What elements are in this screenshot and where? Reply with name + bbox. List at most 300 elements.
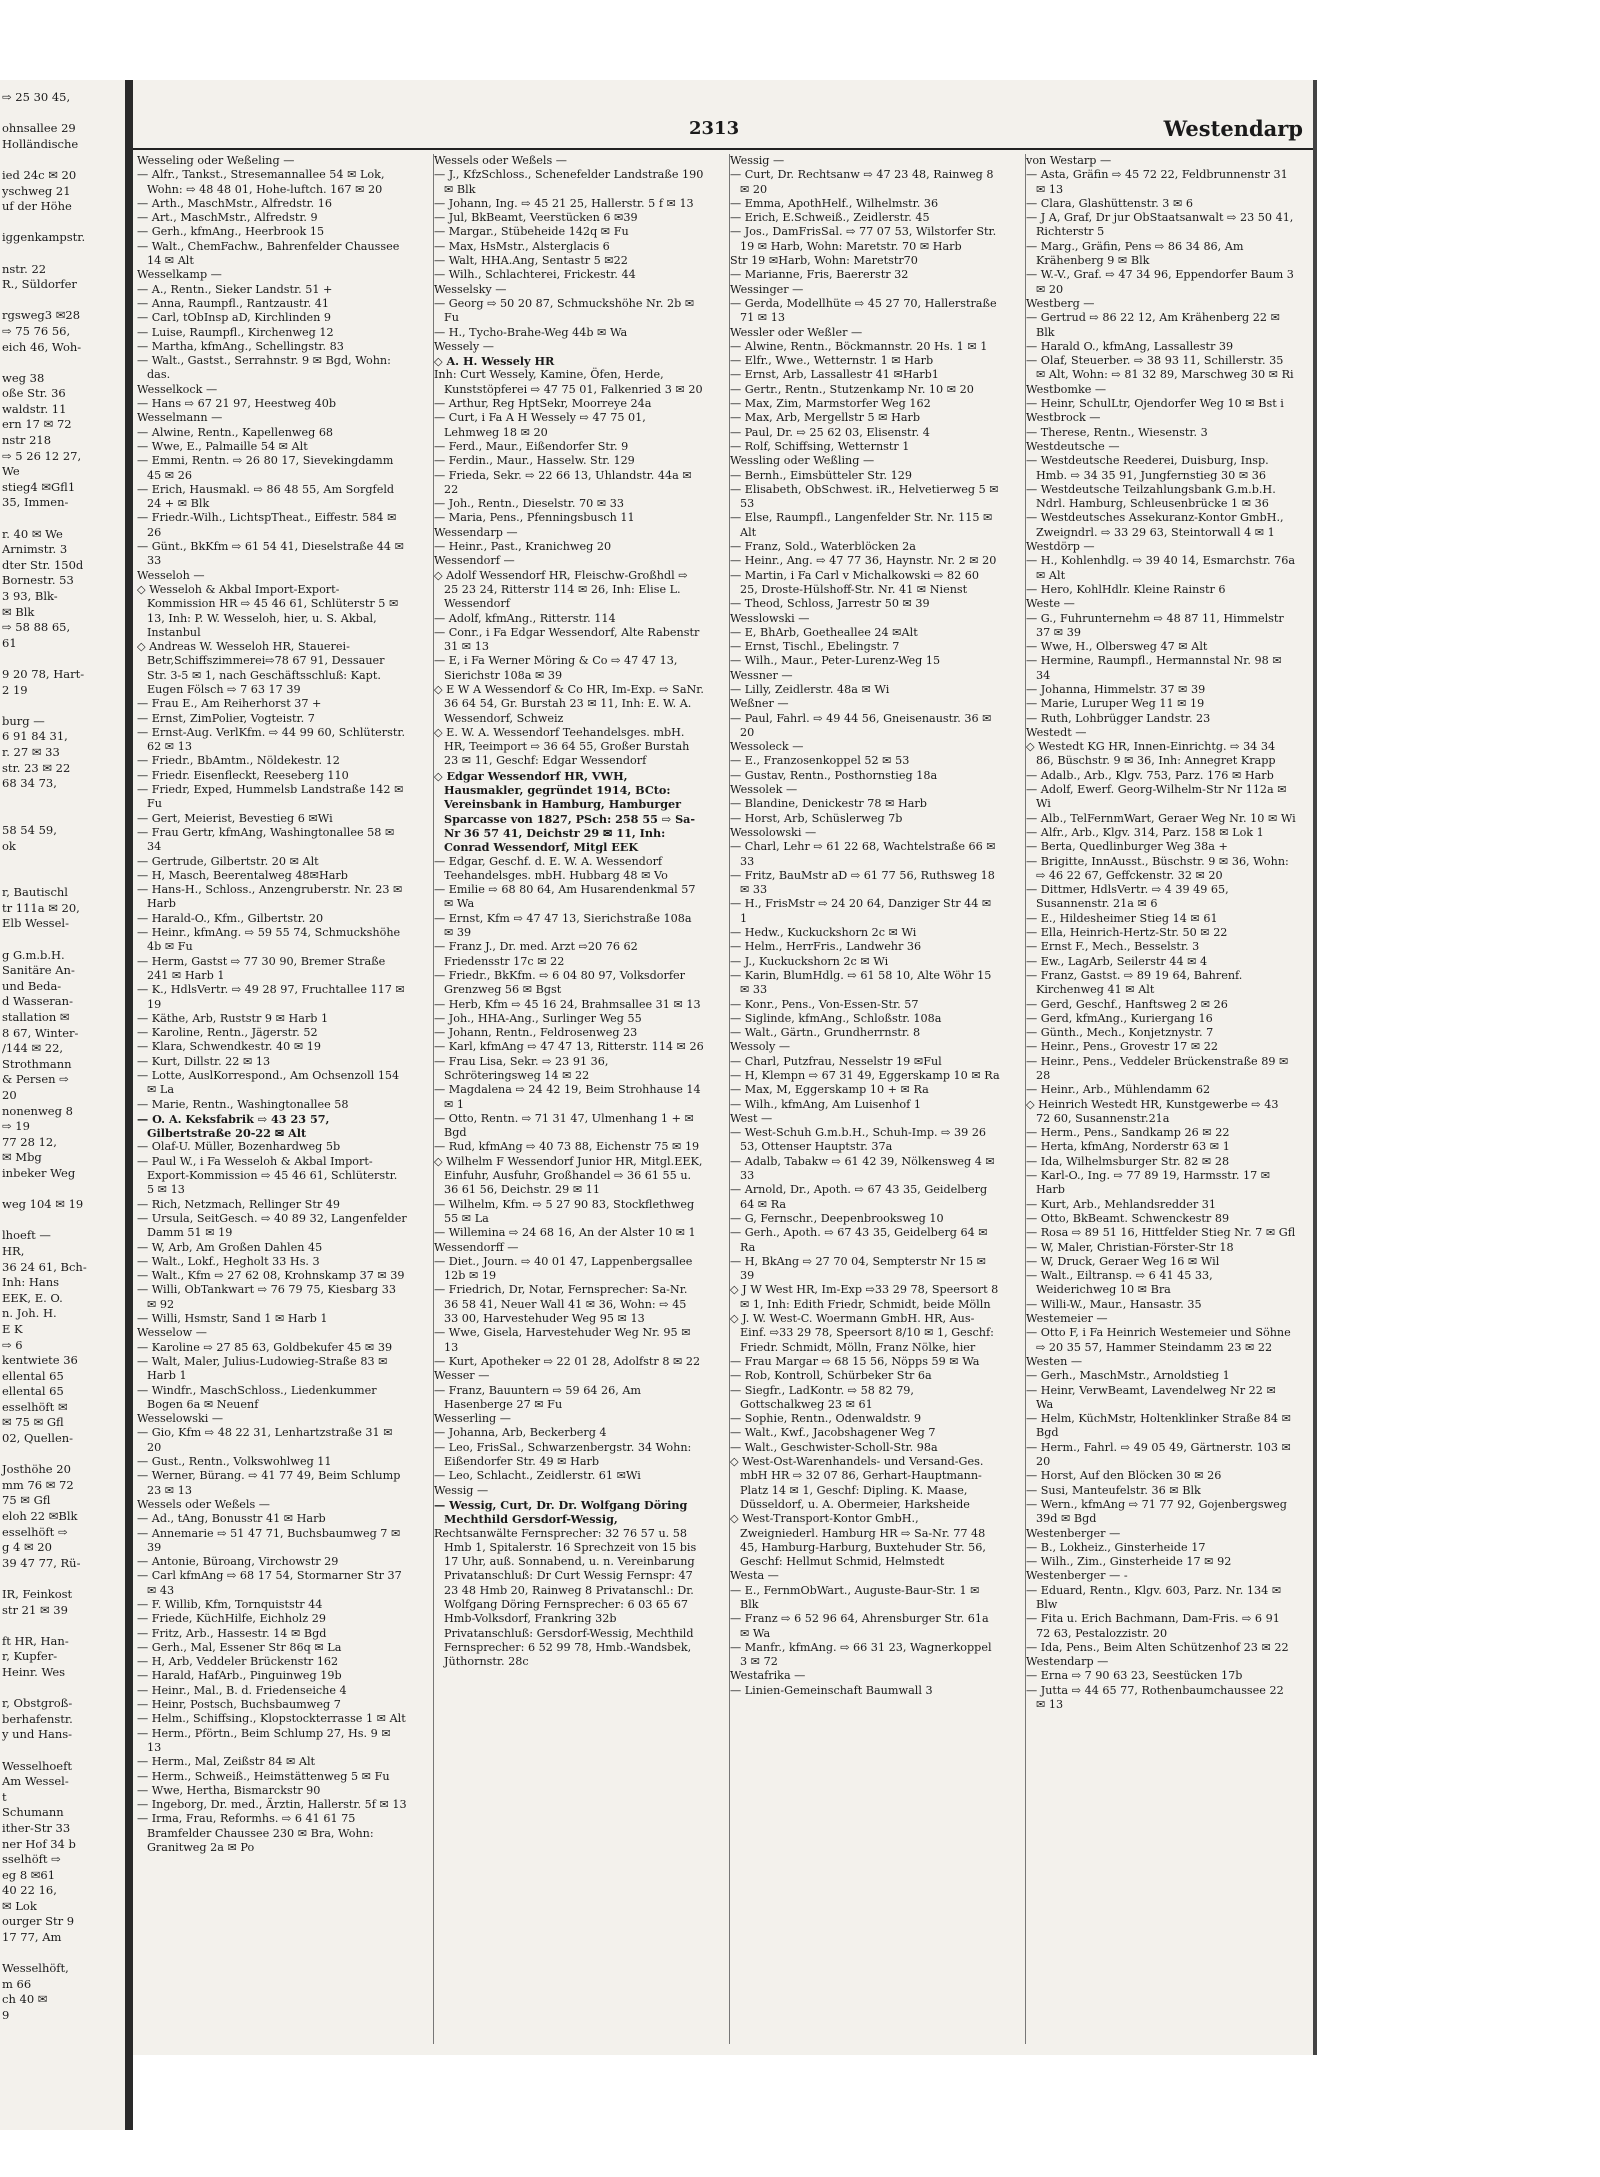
surname-heading: Wessner —	[730, 668, 793, 682]
directory-entry: — Adolf, kfmAng., Ritterstr. 114	[434, 611, 616, 625]
directory-entry: — E., Hildesheimer Stieg 14 ✉ 61	[1026, 911, 1218, 925]
directory-entry: — Arnold, Dr., Apoth. ⇨ 67 43 35, Geidelberg 64 ✉ Ra	[730, 1183, 988, 1211]
directory-entry: — Rosa ⇨ 89 51 16, Hittfelder Stieg Nr. 7 ✉ Gfl	[1026, 1226, 1296, 1240]
directory-entry: — Bernh., Eimsbütteler Str. 129	[730, 468, 912, 482]
fragment-line: uf der Höhe	[2, 199, 72, 214]
directory-entry: — Rob, Kontroll, Schürbeker Str 6a	[730, 1369, 932, 1383]
directory-entry: — Otto, Rentn. ⇨ 71 31 47, Ulmenhang 1 + ✉ Bgd	[434, 1111, 694, 1140]
directory-entry: — Johanna, Arb, Beckerberg 4	[434, 1426, 607, 1440]
directory-entry: — Rich, Netzmach, Rellinger Str 49	[137, 1197, 340, 1211]
fragment-line: ✉ 75 ✉ Gfl	[2, 1415, 64, 1430]
surname-heading: Westbomke —	[1026, 382, 1107, 396]
directory-entry: — Siegfr., LadKontr. ⇨ 58 82 79, Gottschalkweg 23 ✉ 61	[730, 1383, 914, 1411]
directory-entry: — Emmi, Rentn. ⇨ 26 80 17, Sievekingdamm 45 ✉ 26	[137, 454, 394, 482]
directory-entry: — Ad., tAng, Bonusstr 41 ✉ Harb	[137, 1512, 326, 1526]
directory-entry: ◇ J. W. West-C. Woermann GmbH. HR, Aus- Einf. ⇨33 29 78, Speersort 8/10 ✉ 1, Geschf: Friedr. Schmidt, Mölln, Franz Nölke, hier	[730, 1312, 994, 1354]
fragment-line	[2, 246, 125, 262]
directory-entry: — Jos., DamFrisSal. ⇨ 77 07 53, Wilstorfer Str. 19 ✉ Harb, Wohn: Maretstr. 70 ✉ Harb	[730, 225, 997, 253]
directory-entry: — O. A. Keksfabrik ⇨ 43 23 57, Gilbertstraße 20-22 ✉ Alt	[137, 1111, 330, 1141]
directory-entry: — Gustav, Rentn., Posthornstieg 18a	[730, 768, 938, 782]
surname-heading: Westendarp —	[1026, 1655, 1109, 1669]
directory-entry: — Martin, i Fa Carl v Michalkowski ⇨ 82 60 25, Droste-Hülshoff-Str. Nr. 41 ✉ Nienst	[730, 568, 980, 596]
fragment-line: stallation ✉	[2, 1010, 70, 1025]
directory-entry: — Ursula, SeitGesch. ⇨ 40 89 32, Langenfelder Damm 51 ✉ 19	[137, 1211, 407, 1240]
directory-entry: — Helm., Schiffsing., Klopstockterrasse 1 ✉ Alt	[137, 1712, 406, 1726]
directory-entry: — Gerh., kfmAng., Heerbrook 15	[137, 225, 325, 239]
directory-entry: — Herm., Pförtn., Beim Schlump 27, Hs. 9 ✉ 13	[137, 1726, 391, 1754]
surname-heading: Westen —	[1026, 1354, 1083, 1368]
directory-entry: — Gert, Meierist, Bevestieg 6 ✉Wi	[137, 811, 333, 825]
header-rule	[133, 148, 1313, 150]
directory-entry: — Walt., Geschwister-Scholl-Str. 98a	[730, 1440, 938, 1454]
directory-entry: ◇ Andreas W. Wesseloh HR, Stauerei-Betr,Schiffszimmerei⇨78 67 91, Dessauer Str. 3-5 ✉ 1, nach Geschäftsschluß: Kapt. Eugen Fölsch ⇨ 7 63 17 39	[137, 640, 385, 696]
directory-entry: — Kurt, Dillstr. 22 ✉ 13	[137, 1054, 271, 1068]
fragment-line: weg 38	[2, 370, 45, 385]
surname-heading: Westdeutsche —	[1026, 439, 1120, 453]
directory-entry: — Ella, Heinrich-Hertz-Str. 50 ✉ 22	[1026, 926, 1228, 940]
directory-entry: ◇ Wilhelm F Wessendorf Junior HR, Mitgl.EEK, Einfuhr, Ausfuhr, Großhandel ⇨ 36 61 55 u. 36 61 56, Deichstr. 29 ✉ 11	[434, 1154, 703, 1197]
directory-entry: — Horst, Auf den Blöcken 30 ✉ 26	[1026, 1469, 1222, 1483]
fragment-line	[2, 1743, 125, 1759]
directory-entry: Rechtsanwälte Fernsprecher: 32 76 57 u. 58 Hmb 1, Spitalerstr. 16 Sprechzeit von 15 bis 17 Uhr, auß. Sonnabend, u. n. Vereinbarung Privatanschluß: Dr Curt Wessig Fernspr: 47 23 48 Hmb 20, Rainweg 8 Privatanschl.: Dr. Wolfgang Döring Fernsprecher: 6 03 65 67 Hmb-Volksdorf, Frankring 32b Privatanschluß: Gersdorf-Wessig, Mechthild Fernsprecher: 6 52 99 78, Hmb.-Wandsbek, Jüthornstr. 28c	[434, 1526, 697, 1669]
directory-entry: — Walt., Gastst., Serrahnstr. 9 ✉ Bgd, Wohn: das.	[137, 354, 391, 382]
directory-entry: — J., KfzSchloss., Schenefelder Landstraße 190 ✉ Blk	[434, 168, 704, 196]
fragment-line: Am Wessel-	[2, 1774, 69, 1789]
directory-entry: — Susi, Manteufelstr. 36 ✉ Blk	[1026, 1483, 1201, 1497]
fragment-line: ✉ Lok	[2, 1898, 37, 1913]
directory-entry: — Wwe, E., Palmaille 54 ✉ Alt	[137, 439, 308, 453]
surname-heading: Wesselkock —	[137, 382, 218, 396]
directory-entry: — Leo, FrisSal., Schwarzenbergstr. 34 Wohn: Eißendorfer Str. 49 ✉ Harb	[434, 1440, 692, 1469]
surname-heading: Wesselmann —	[137, 411, 223, 425]
directory-entry: — Joh., HHA-Ang., Surlinger Weg 55	[434, 1011, 642, 1025]
surname-heading: Westa —	[730, 1569, 779, 1583]
directory-entry: — Günth., Mech., Konjetznystr. 7	[1026, 1026, 1214, 1040]
directory-entry: — Marg., Gräfin, Pens ⇨ 86 34 86, Am Krähenberg 9 ✉ Blk	[1026, 239, 1244, 268]
directory-entry: — Karin, BlumHdlg. ⇨ 61 58 10, Alte Wöhr 15 ✉ 33	[730, 968, 992, 997]
directory-entry: ◇ A. H. Wessely HR	[434, 354, 555, 369]
directory-entry: — Otto, BkBeamt. Schwenckestr 89	[1026, 1211, 1230, 1225]
directory-entry: — Max, HsMstr., Alsterglacis 6	[434, 239, 610, 253]
directory-entry: — Marie, Luruper Weg 11 ✉ 19	[1026, 697, 1205, 711]
directory-entry: — Georg ⇨ 50 20 87, Schmuckshöhe Nr. 2b ✉ Fu	[434, 296, 695, 325]
directory-entry: — Westdeutsches Assekuranz-Kontor GmbH., Zweigndrl. ⇨ 33 29 63, Steintorwall 4 ✉ 1	[1026, 511, 1284, 539]
surname-heading: Wessoly —	[730, 1040, 791, 1054]
directory-entry: — F. Willib, Kfm, Tornquiststr 44	[137, 1597, 323, 1611]
directory-entry: — Herm, Gastst ⇨ 77 30 90, Bremer Straße 241 ✉ Harb 1	[137, 954, 386, 982]
directory-entry: — Gerh., Mal, Essener Str 86q ✉ La	[137, 1640, 342, 1654]
fragment-line: nonenweg 8	[2, 1103, 73, 1118]
directory-entry: — Ferdin., Maur., Hasselw. Str. 129	[434, 454, 635, 468]
fragment-line	[2, 1571, 125, 1587]
directory-entry: — Hedw., Kuckuckshorn 2c ✉ Wi	[730, 926, 917, 940]
directory-entry: — Eduard, Rentn., Klgv. 603, Parz. Nr. 134 ✉ Blw	[1026, 1583, 1282, 1611]
fragment-line: ch 40 ✉	[2, 1992, 48, 2007]
directory-entry: — Walt., Kwf., Jacobshagener Weg 7	[730, 1426, 936, 1440]
surname-heading: Wessig —	[434, 1483, 489, 1497]
directory-entry: — Anna, Raumpfl., Rantzaustr. 41	[137, 296, 329, 310]
fragment-line: 02, Quellen-	[2, 1431, 74, 1446]
directory-entry: — Magdalena ⇨ 24 42 19, Beim Strohhause 14 ✉ 1	[434, 1083, 701, 1111]
fragment-line	[2, 854, 125, 870]
directory-entry: — Ingeborg, Dr. med., Ärztin, Hallerstr. 5f ✉ 13	[137, 1798, 407, 1812]
directory-entry: — Wessig, Curt, Dr. Dr. Wolfgang Döring Mechthild Gersdorf-Wessig,	[434, 1497, 688, 1527]
fragment-line: 9	[2, 2008, 10, 2023]
directory-entry: ◇ West-Transport-Kontor GmbH., Zweigniederl. Hamburg HR ⇨ Sa-Nr. 77 48 45, Hamburg-Harburg, Buxtehuder Str. 56, Geschf: Hellmut Schmid, Helmstedt	[730, 1512, 986, 1569]
directory-entry: — B., Lokheiz., Ginsterheide 17	[1026, 1540, 1206, 1554]
directory-entry: — Frau Gertr, kfmAng, Washingtonallee 58 ✉ 34	[137, 825, 395, 854]
column-2	[433, 154, 704, 2044]
directory-entry: — Horst, Arb, Schüslerweg 7b	[730, 811, 903, 825]
fragment-line	[2, 932, 125, 948]
directory-entry: — Frau Lisa, Sekr. ⇨ 23 91 36, Schröteringsweg 14 ✉ 22	[434, 1054, 609, 1082]
directory-entry: — Max, Zim, Marmstorfer Weg 162	[730, 397, 931, 411]
page-edge	[1313, 80, 1317, 2055]
directory-entry: — Franz J., Dr. med. Arzt ⇨20 76 62 Friedensstr 17c ✉ 22	[434, 940, 638, 968]
surname-heading: Westdörp —	[1026, 540, 1095, 554]
directory-entry: — Friede, KüchHilfe, Eichholz 29	[137, 1612, 326, 1626]
directory-entry: — Lotte, AuslKorrespond., Am Ochsenzoll 154 ✉ La	[137, 1069, 400, 1097]
fragment-line: ✉ Mbg	[2, 1150, 42, 1165]
fragment-line: nstr. 22	[2, 261, 47, 276]
directory-entry: — Gerh., Apoth. ⇨ 67 43 35, Geidelberg 64 ✉ Ra	[730, 1226, 988, 1254]
directory-entry: — Gust., Rentn., Volkswohlweg 11	[137, 1455, 332, 1469]
directory-entry: — Johann, Rentn., Feldrosenweg 23	[434, 1026, 638, 1040]
surname-heading: Wessler oder Weßler —	[730, 325, 863, 339]
directory-entry: — W, Arb, Am Großen Dahlen 45	[137, 1240, 323, 1254]
directory-entry: — Edgar, Geschf. d. E. W. A. Wessendorf Teehandelsges. mbH. Hubbarg 48 ✉ Vo	[434, 854, 668, 882]
surname-heading: Wessendorf —	[434, 554, 515, 568]
directory-entry: — Heinr., Mal., B. d. Friedenseiche 4	[137, 1683, 347, 1697]
surname-heading: Wessendarp —	[434, 525, 518, 539]
fragment-line: & Persen ⇨	[2, 1072, 69, 1087]
directory-entry: — Ew., LagArb, Seilerstr 44 ✉ 4	[1026, 954, 1208, 968]
directory-entry: — Max, M, Eggerskamp 10 + ✉ Ra	[730, 1083, 929, 1097]
directory-entry: — Carl kfmAng ⇨ 68 17 54, Stormarner Str 37 ✉ 43	[137, 1569, 402, 1597]
fragment-line: 58 54 59,	[2, 822, 57, 837]
directory-entry: — Emilie ⇨ 68 80 64, Am Husarendenkmal 57 ✉ Wa	[434, 883, 696, 911]
fragment-line: iggenkampstr.	[2, 230, 86, 245]
fragment-line: g 4 ✉ 20	[2, 1540, 52, 1555]
directory-entry: — Art., MaschMstr., Alfredstr. 9	[137, 211, 318, 225]
directory-entry: — Wwe, H., Olbersweg 47 ✉ Alt	[1026, 640, 1208, 654]
fragment-line: n. Joh. H.	[2, 1306, 57, 1321]
fragment-line: 68 34 73,	[2, 776, 57, 791]
directory-entry: — Max, Arb, Mergellstr 5 ✉ Harb	[730, 411, 921, 425]
fragment-line: Bornestr. 53	[2, 573, 74, 588]
fragment-line: IR, Feinkost	[2, 1587, 73, 1601]
directory-entry: — Franz, Gastst. ⇨ 89 19 64, Bahrenf. Kirchenweg 41 ✉ Alt	[1026, 968, 1243, 997]
fragment-line: r, Kupfer-	[2, 1649, 58, 1664]
directory-entry: — Werner, Bürang. ⇨ 41 77 49, Beim Schlump 23 ✉ 13	[137, 1469, 401, 1497]
fragment-line: 17 77, Am	[2, 1930, 62, 1945]
fragment-line: ied 24c ✉ 20	[2, 167, 77, 182]
fragment-line: t	[2, 1789, 7, 1804]
directory-entry: — Heinr., Arb., Mühlendamm 62	[1026, 1083, 1211, 1097]
directory-entry: — Alfr., Tankst., Stresemannallee 54 ✉ Lok, Wohn: ⇨ 48 48 01, Hohe-luftch. 167 ✉ 20	[137, 168, 385, 196]
directory-entry: — Ernst, Kfm ⇨ 47 47 13, Sierichstraße 108a ✉ 39	[434, 911, 692, 940]
directory-entry: — Luise, Raumpfl., Kirchenweg 12	[137, 325, 334, 339]
fragment-line: Elb Wessel-	[2, 916, 69, 931]
directory-entry: — H, Arb, Veddeler Brückenstr 162	[137, 1655, 339, 1669]
directory-entry: — Käthe, Arb, Ruststr 9 ✉ Harb 1	[137, 1011, 329, 1025]
fragment-line: ok	[2, 838, 16, 853]
directory-entry: — Fritz, Arb., Hassestr. 14 ✉ Bgd	[137, 1626, 327, 1640]
directory-entry: — E, BhArb, Goetheallee 24 ✉Alt	[730, 625, 918, 639]
directory-entry: — H., Tycho-Brahe-Weg 44b ✉ Wa	[434, 325, 628, 339]
directory-entry: — Alwine, Rentn., Böckmannstr. 20 Hs. 1 ✉ 1	[730, 339, 988, 353]
fragment-line: esselhöft ⇨	[2, 1524, 68, 1539]
directory-entry: — Willemina ⇨ 24 68 16, An der Alster 10 ✉ 1	[434, 1226, 696, 1240]
surname-heading: Wesselow —	[137, 1326, 207, 1340]
directory-entry: — Ernst-Aug. VerlKfm. ⇨ 44 99 60, Schlüterstr. 62 ✉ 13	[137, 725, 406, 754]
fragment-line: ⇨ 25 30 45,	[2, 90, 71, 104]
directory-entry: — Wwe, Hertha, Bismarckstr 90	[137, 1783, 321, 1797]
directory-entry: — Sophie, Rentn., Odenwaldstr. 9	[730, 1412, 922, 1426]
directory-entry: — Wilh., Zim., Ginsterheide 17 ✉ 92	[1026, 1555, 1232, 1569]
directory-entry: — Friedrich, Dr, Notar, Fernsprecher: Sa-Nr. 36 58 41, Neuer Wall 41 ✉ 36, Wohn: ⇨ 45 33 00, Harvestehuder Weg 95 ✉ 13	[434, 1283, 688, 1326]
directory-entry: — Walt., Kfm ⇨ 27 62 08, Krohnskamp 37 ✉ 39	[137, 1269, 405, 1283]
surname-heading: Wesseloh —	[137, 568, 205, 582]
directory-entry: — Antonie, Büroang, Virchowstr 29	[137, 1555, 339, 1569]
fragment-line	[2, 651, 125, 667]
directory-entry: — Johann, Ing. ⇨ 45 21 25, Hallerstr. 5 f ✉ 13	[434, 196, 694, 210]
directory-entry: — Walt, HHA.Ang, Sentastr 5 ✉22	[434, 254, 628, 268]
directory-entry: — Wwe, Gisela, Harvestehuder Weg Nr. 95 ✉ 13	[434, 1326, 691, 1354]
directory-entry: — Herta, kfmAng, Norderstr 63 ✉ 1	[1026, 1140, 1230, 1154]
directory-entry: — Annemarie ⇨ 51 47 71, Buchsbaumweg 7 ✉ 39	[137, 1526, 401, 1554]
column-4	[1025, 154, 1296, 2044]
directory-entry: — Ernst F., Mech., Besselstr. 3	[1026, 940, 1200, 954]
fragment-line: ⇨ 6	[2, 1337, 23, 1352]
directory-entry: — W.-V., Graf. ⇨ 47 34 96, Eppendorfer Baum 3 ✉ 20	[1026, 268, 1294, 296]
fragment-line: str 21 ✉ 39	[2, 1602, 68, 1617]
fragment-line: 40 22 16,	[2, 1883, 57, 1898]
fragment-line	[2, 1946, 125, 1962]
fragment-line: ⇨ 19	[2, 1119, 30, 1134]
directory-entry: — Heinr., kfmAng. ⇨ 59 55 74, Schmuckshöhe 4b ✉ Fu	[137, 926, 401, 954]
directory-entry: — Otto F, i Fa Heinrich Westemeier und Söhne ⇨ 20 35 57, Hammer Steindamm 23 ✉ 22	[1026, 1326, 1291, 1354]
fragment-line	[2, 355, 125, 371]
directory-entry: — Walt, Maler, Julius-Ludowieg-Straße 83 ✉ Harb 1	[137, 1354, 388, 1383]
fragment-line	[2, 152, 125, 168]
directory-entry: — Ernst, Arb, Lassallestr 41 ✉Harb1	[730, 368, 939, 382]
directory-entry: — Maria, Pens., Pfenningsbusch 11	[434, 511, 635, 525]
fragment-line: 35, Immen-	[2, 495, 69, 510]
surname-heading: Westberg —	[1026, 296, 1095, 310]
directory-entry: — Friedr., BbAmtm., Nöldekestr. 12	[137, 754, 340, 768]
fragment-line	[2, 698, 125, 714]
directory-entry: ◇ Wesseloh & Akbal Import-Export-Kommission HR ⇨ 45 46 61, Schlüterstr 5 ✉ 13, Inh: P. W. Wesseloh, hier, u. S. Akbal, Instanbul	[137, 582, 399, 639]
fragment-line: esselhöft ✉	[2, 1399, 68, 1414]
directory-entry: — Wilh., Maur., Peter-Lurenz-Weg 15	[730, 654, 941, 668]
directory-entry: — Westdeutsche Teilzahlungsbank G.m.b.H. Ndrl. Hamburg, Schleusenbrücke 1 ✉ 36	[1026, 482, 1276, 511]
directory-entry: Str 19 ✉Harb, Wohn: Maretstr70	[730, 254, 918, 268]
directory-entry: — Karl-O., Ing. ⇨ 77 89 19, Harmsstr. 17 ✉ Harb	[1026, 1169, 1271, 1197]
directory-entry: — Günt., BkKfm ⇨ 61 54 41, Dieselstraße 44 ✉ 33	[137, 540, 404, 568]
directory-entry: — Charl, Lehr ⇨ 61 22 68, Wachtelstraße 66 ✉ 33	[730, 840, 996, 868]
page-header	[133, 118, 1313, 148]
fragment-line: dter Str. 150d	[2, 557, 84, 572]
directory-entry: — Harald, HafArb., Pinguinweg 19b	[137, 1669, 342, 1683]
fragment-line	[2, 1618, 125, 1634]
fragment-line: 77 28 12,	[2, 1134, 57, 1149]
directory-entry: — Heinr, Postsch, Buchsbaumweg 7	[137, 1698, 341, 1712]
fragment-line: y und Hans-	[2, 1727, 73, 1742]
fragment-line: 8 67, Winter-	[2, 1025, 79, 1040]
directory-entry: — Johanna, Himmelstr. 37 ✉ 39	[1026, 682, 1206, 696]
directory-entry: — Helm., HerrFris., Landwehr 36	[730, 940, 922, 954]
surname-heading: Wessely —	[434, 339, 494, 353]
directory-entry: — H, Masch, Beerentalweg 48✉Harb	[137, 868, 348, 882]
directory-entry: — Gertrude, Gilbertstr. 20 ✉ Alt	[137, 854, 319, 868]
surname-heading: Wessels oder Weßels —	[137, 1497, 270, 1511]
fragment-line: berhafenstr.	[2, 1711, 73, 1726]
fragment-line	[2, 215, 125, 231]
fragment-line	[2, 1213, 125, 1229]
surname-heading: Wessig —	[730, 154, 785, 167]
surname-heading: Wessinger —	[730, 282, 804, 296]
surname-heading: Wessendorff —	[434, 1240, 519, 1254]
fragment-line: 2 19	[2, 682, 28, 697]
directory-entry: — A., Rentn., Sieker Landstr. 51 +	[137, 282, 333, 296]
directory-entry: ◇ J W West HR, Im-Exp ⇨33 29 78, Speersort 8 ✉ 1, Inh: Edith Friedr, Schmidt, beide Mölln	[730, 1283, 999, 1311]
fragment-line: ⇨ 75 76 56,	[2, 323, 71, 338]
directory-entry: — Irma, Frau, Reformhs. ⇨ 6 41 61 75 Bramfelder Chaussee 230 ✉ Bra, Wohn: Granitweg 2a ✉ Po	[137, 1812, 374, 1855]
directory-entry: — Blandine, Denickestr 78 ✉ Harb	[730, 797, 927, 811]
fragment-line: We	[2, 464, 20, 479]
directory-entry: — Franz, Bauuntern ⇨ 59 64 26, Am Hasenberge 27 ✉ Fu	[434, 1383, 642, 1411]
directory-entry: — Gio, Kfm ⇨ 48 22 31, Lenhartzstraße 31 ✉ 20	[137, 1426, 393, 1454]
directory-entry: — Heinr., Pens., Veddeler Brückenstraße 89 ✉ 28	[1026, 1054, 1289, 1082]
directory-entry: — Konr., Pens., Von-Essen-Str. 57	[730, 997, 919, 1011]
fragment-line: stieg4 ✉Gfl1	[2, 479, 76, 494]
surname-heading: Westenberger — -	[1026, 1569, 1128, 1583]
directory-entry: — Arth., MaschMstr., Alfredstr. 16	[137, 196, 332, 210]
directory-entry: — Siglinde, kfmAng., Schloßstr. 108a	[730, 1011, 942, 1025]
fragment-line	[2, 293, 125, 309]
directory-entry: — Theod, Schloss, Jarrestr 50 ✉ 39	[730, 597, 930, 611]
directory-entry: — Leo, Schlacht., Zeidlerstr. 61 ✉Wi	[434, 1469, 641, 1483]
fragment-line: lhoeft —	[2, 1228, 51, 1243]
fragment-line: burg —	[2, 713, 45, 728]
directory-entry: — Kurt, Arb., Mehlandsredder 31	[1026, 1197, 1216, 1211]
fragment-line: E K	[2, 1321, 23, 1336]
surname-heading: Wessels oder Weßels —	[434, 154, 567, 167]
directory-entry: — W, Maler, Christian-Förster-Str 18	[1026, 1240, 1234, 1254]
fragment-line: EEK, E. O.	[2, 1290, 63, 1305]
directory-entry: — Ferd., Maur., Eißendorfer Str. 9	[434, 439, 629, 453]
fragment-line: ern 17 ✉ 72	[2, 417, 72, 432]
fragment-line: 39 47 77, Rü-	[2, 1555, 81, 1570]
directory-entry: — Ernst, ZimPolier, Vogteistr. 7	[137, 711, 315, 725]
directory-entry: — Olaf, Steuerber. ⇨ 38 93 11, Schillerstr. 35 ✉ Alt, Wohn: ⇨ 81 32 89, Marschweg 30 ✉ Ri	[1026, 354, 1294, 382]
directory-entry: — W, Druck, Geraer Weg 16 ✉ Wil	[1026, 1254, 1220, 1268]
fragment-line	[2, 1447, 125, 1463]
fragment-line	[2, 792, 125, 808]
directory-entry: — Herb, Kfm ⇨ 45 16 24, Brahmsallee 31 ✉ 13	[434, 997, 701, 1011]
fragment-line	[2, 807, 125, 823]
fragment-line	[2, 106, 125, 122]
directory-entry: — Wern., kfmAng ⇨ 71 77 92, Gojenbergsweg 39d ✉ Bgd	[1026, 1497, 1287, 1526]
surname-heading: Wesser —	[434, 1369, 490, 1383]
directory-entry: ◇ Heinrich Westedt HR, Kunstgewerbe ⇨ 43 72 60, Susannenstr.21a	[1026, 1097, 1279, 1125]
fragment-line	[2, 1182, 125, 1198]
directory-entry: — Walt., Lokf., Hegholt 33 Hs. 3	[137, 1254, 320, 1268]
directory-entry: — Curt, i Fa A H Wessely ⇨ 47 75 01, Lehmweg 18 ✉ 20	[434, 411, 646, 439]
fragment-line: 6 91 84 31,	[2, 729, 68, 744]
surname-heading: Wesserling —	[434, 1412, 511, 1426]
fragment-line: Schumann	[2, 1805, 64, 1820]
directory-entry: — Fritz, BauMstr aD ⇨ 61 77 56, Ruthsweg 18 ✉ 33	[730, 868, 995, 897]
fragment-line: sselhöft ⇨	[2, 1852, 61, 1867]
directory-entry: — Erich, Hausmakl. ⇨ 86 48 55, Am Sorgfeld 24 + ✉ Blk	[137, 482, 395, 511]
fragment-line: Inh: Hans	[2, 1275, 60, 1290]
directory-entry: ◇ Adolf Wessendorf HR, Fleischw-Großhdl ⇨ 25 23 24, Ritterstr 114 ✉ 26, Inh: Elise L. Wessendorf	[434, 568, 688, 611]
directory-entry: — Paul, Fahrl. ⇨ 49 44 56, Gneisenaustr. 36 ✉ 20	[730, 711, 992, 739]
directory-entry: — Ida, Wilhelmsburger Str. 82 ✉ 28	[1026, 1154, 1230, 1168]
directory-entry: — Franz ⇨ 6 52 96 64, Ahrensburger Str. 61a ✉ Wa	[730, 1612, 989, 1640]
fragment-line: Josthöhe 20	[2, 1462, 71, 1477]
fragment-line: nstr 218	[2, 433, 52, 448]
surname-heading: Wesselowski —	[137, 1412, 224, 1426]
directory-entry: — Alwine, Rentn., Kapellenweg 68	[137, 425, 334, 439]
fragment-line: rgsweg3 ✉28	[2, 308, 81, 323]
fragment-line: Arnimstr. 3	[2, 542, 68, 557]
fragment-line: r, Bautischl	[2, 885, 68, 900]
directory-entry: — Hans ⇨ 67 21 97, Heestweg 40b	[137, 397, 337, 411]
directory-entry: — Charl, Putzfrau, Nesselstr 19 ✉Ful	[730, 1054, 942, 1068]
surname-heading: Westenberger —	[1026, 1526, 1121, 1540]
directory-entry: ◇ West-Ost-Warenhandels- und Versand-Ges. mbH HR ⇨ 32 07 86, Gerhart-Hauptmann-Platz 14 ✉ 1, Geschf: Dipling. K. Maase, Düsseldorf, u. A. Obermeier, Harksheide	[730, 1455, 984, 1511]
fragment-line	[2, 511, 125, 527]
fragment-line: r. 27 ✉ 33	[2, 744, 60, 759]
directory-entry: — Arthur, Reg HptSekr, Moorreye 24a	[434, 397, 652, 411]
directory-entry: ◇ E W A Wessendorf & Co HR, Im-Exp. ⇨ SaNr. 36 64 54, Gr. Burstah 23 ✉ 11, Inh: E. W. A. Wessendorf, Schweiz	[434, 682, 704, 725]
directory-entry: — Rolf, Schiffsing, Wetternstr 1	[730, 439, 910, 453]
fragment-line: yschweg 21	[2, 183, 71, 198]
directory-entry: — Gerh., MaschMstr., Arnoldstieg 1	[1026, 1369, 1230, 1383]
directory-entry: — Klara, Schwendkestr. 40 ✉ 19	[137, 1040, 322, 1054]
directory-entry: — Jutta ⇨ 44 65 77, Rothenbaumchaussee 22 ✉ 13	[1026, 1683, 1284, 1712]
directory-entry: — Olaf-U. Müller, Bozenhardweg 5b	[137, 1140, 341, 1154]
directory-entry: — Herm., Pens., Sandkamp 26 ✉ 22	[1026, 1126, 1230, 1140]
surname-heading: Wesselsky —	[434, 282, 507, 296]
surname-heading: Wessolowski —	[730, 825, 817, 839]
directory-entry: — Heinr., Ang. ⇨ 47 77 36, Haynstr. Nr. 2 ✉ 20	[730, 554, 997, 568]
fragment-line: r, Obstgroß-	[2, 1696, 73, 1711]
directory-entry: ◇ E. W. A. Wessendorf Teehandelsges. mbH. HR, Teeimport ⇨ 36 64 55, Großer Burstah 23 ✉ 11, Geschf: Edgar Wessendorf	[434, 725, 690, 768]
page-number: 2313	[689, 118, 740, 139]
directory-entry: — Herm., Schweiß., Heimstättenweg 5 ✉ Fu	[137, 1769, 390, 1783]
directory-entry: — Frau Margar ⇨ 68 15 56, Nöpps 59 ✉ Wa	[730, 1354, 980, 1368]
directory-entry: — Else, Raumpfl., Langenfelder Str. Nr. 115 ✉ Alt	[730, 511, 993, 539]
directory-entry: — Gertrud ⇨ 86 22 12, Am Krähenberg 22 ✉ Blk	[1026, 311, 1280, 339]
fragment-line: weg 104 ✉ 19	[2, 1197, 84, 1212]
directory-entry: — Harald O., kfmAng, Lassallestr 39	[1026, 339, 1234, 353]
surname-heading: von Westarp —	[1026, 154, 1112, 167]
surname-heading: Weste —	[1026, 597, 1075, 611]
fragment-line: eloh 22 ✉Blk	[2, 1509, 78, 1524]
fragment-line: 20	[2, 1088, 17, 1102]
fragment-line: mm 76 ✉ 72	[2, 1477, 74, 1492]
directory-entry: — H, BkAng ⇨ 27 70 04, Sempterstr Nr 15 ✉ 39	[730, 1254, 986, 1283]
directory-entry: — Lilly, Zeidlerstr. 48a ✉ Wi	[730, 682, 890, 696]
directory-entry: — Willi, Hsmstr, Sand 1 ✉ Harb 1	[137, 1312, 328, 1326]
surname-heading: Westedt —	[1026, 725, 1087, 739]
directory-entry: — Marianne, Fris, Baererstr 32	[730, 268, 909, 282]
directory-entry: — G, Fernschr., Deepenbrooksweg 10	[730, 1211, 944, 1225]
